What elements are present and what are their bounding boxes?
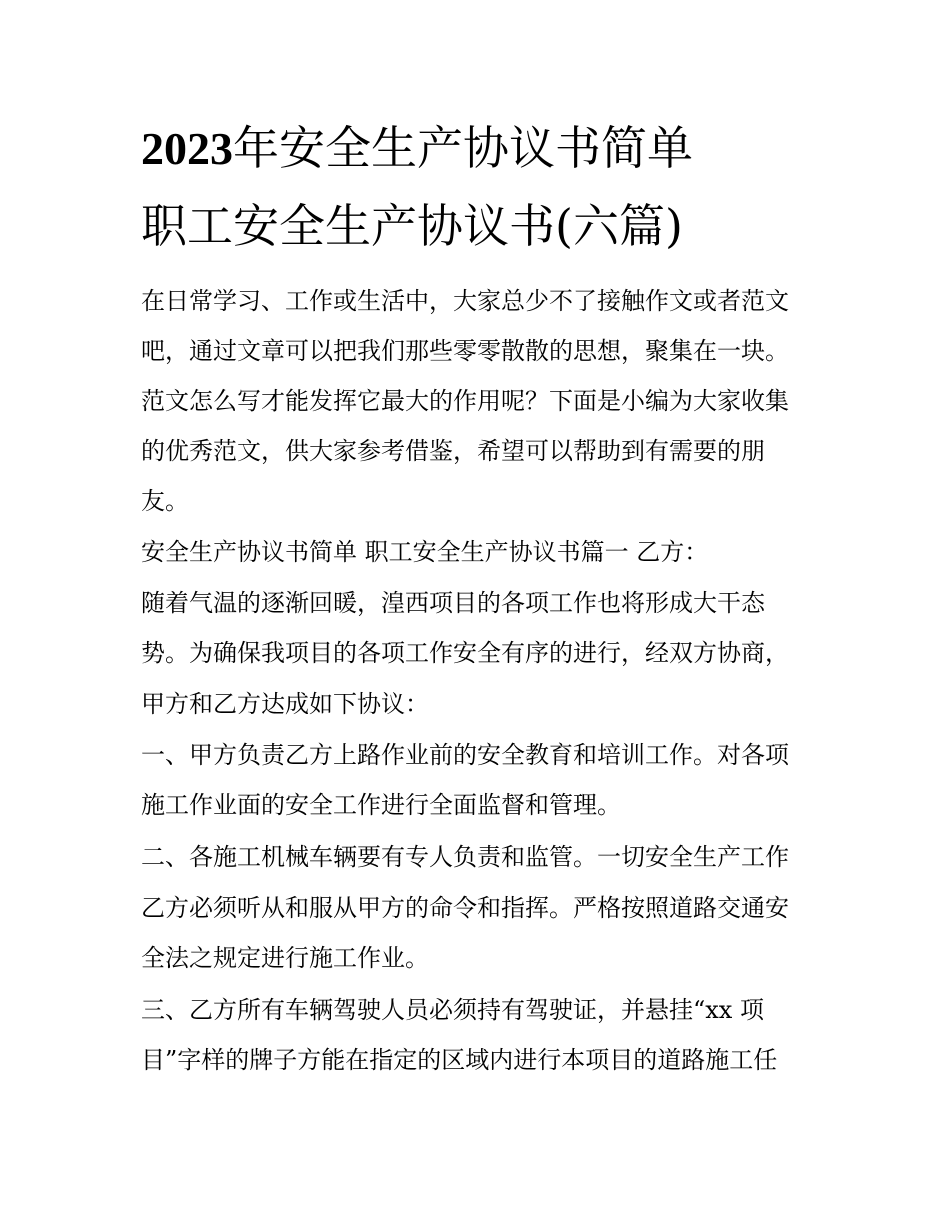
body-line: 甲方和乙方达成如下协议： <box>141 690 429 718</box>
body-line: 施工作业面的安全工作进行全面监督和管理。 <box>141 791 621 819</box>
body-line: 乙方必须听从和服从甲方的命令和指挥。严格按照道路交通安 <box>141 894 789 922</box>
body-line: 三、乙方所有车辆驾驶人员必须持有驾驶证，并悬挂“xx 项 <box>141 996 764 1024</box>
body-line: 二、各施工机械车辆要有专人负责和监管。一切安全生产工作 <box>141 843 789 871</box>
body-line: 目”字样的牌子方能在指定的区域内进行本项目的道路施工任 <box>141 1046 778 1074</box>
body-line: 在日常学习、工作或生活中，大家总少不了接触作文或者范文 <box>141 287 789 315</box>
body-line: 全法之规定进行施工作业。 <box>141 944 429 972</box>
body-line: 随着气温的逐渐回暖，湟西项目的各项工作也将形成大干态 <box>141 589 765 617</box>
body-line: 一、甲方负责乙方上路作业前的安全教育和培训工作。对各项 <box>141 741 789 769</box>
section-heading: 安全生产协议书简单 职工安全生产协议书篇一 乙方： <box>141 538 709 566</box>
document-title-line-1 <box>141 120 693 177</box>
document-title-line-2: 职工安全生产协议书(六篇) <box>141 199 683 253</box>
title-year: 2023 <box>141 123 233 174</box>
title-text: 年安全生产协议书简单 <box>233 121 693 175</box>
body-line: 的优秀范文，供大家参考借鉴，希望可以帮助到有需要的朋 <box>141 437 765 465</box>
body-line: 友。 <box>141 487 189 515</box>
body-line: 范文怎么写才能发挥它最大的作用呢？下面是小编为大家收集 <box>141 387 789 415</box>
body-line: 势。为确保我项目的各项工作安全有序的进行，经双方协商， <box>141 639 789 667</box>
body-line: 吧，通过文章可以把我们那些零零散散的思想，聚集在一块。 <box>141 337 789 365</box>
